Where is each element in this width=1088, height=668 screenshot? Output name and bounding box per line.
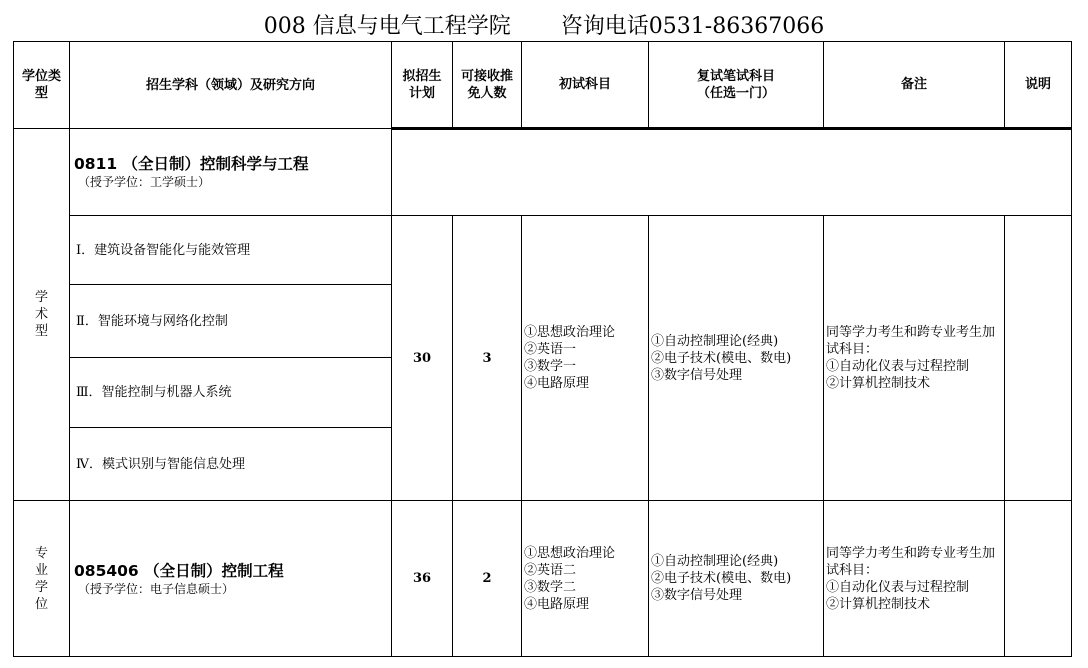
direction-3: Ⅲ．智能控制与机器人系统 [70, 358, 392, 428]
exam-item: ①思想政治理论 [524, 325, 616, 340]
type-char: 学 [34, 290, 48, 305]
header-initial-exam: 初试科目 [522, 42, 649, 129]
header-remarks: 备注 [824, 42, 1005, 129]
type-char: 业 [34, 562, 48, 578]
remark-item: 同等学力考生和跨专业考生加试科目： [826, 325, 996, 357]
page-title [0, 12, 1088, 42]
retest-item: ①自动控制理论(经典) [651, 333, 779, 349]
header-explanation: 说明 [1005, 42, 1072, 129]
professional-major-name: 085406 （全日制）控制工程 [74, 561, 284, 580]
header-plan: 拟招生计划 [392, 42, 453, 129]
direction-row [14, 216, 1072, 285]
type-char: 型 [34, 324, 48, 339]
header-exempt: 可接收推免人数 [453, 42, 522, 129]
academic-major-degree: （授予学位：工学硕士） [78, 175, 211, 189]
direction-4: Ⅳ．模式识别与智能信息处理 [70, 428, 392, 501]
academic-major-blank [392, 129, 1072, 216]
retest-item: ②电子技术(模电、数电) [651, 571, 792, 586]
retest-item: ①自动控制理论(经典) [651, 554, 779, 569]
college-name: 008 信息与电气工程学院 [263, 14, 511, 39]
exam-item: ①思想政治理论 [524, 545, 616, 561]
academic-explanation [1005, 216, 1072, 501]
direction-1: Ⅰ．建筑设备智能化与能效管理 [70, 216, 392, 285]
professional-major-cell [70, 501, 392, 657]
academic-major-name: 0811 （全日制）控制科学与工程 [74, 155, 309, 173]
exam-item: ②英语二 [524, 562, 577, 578]
header-row [14, 42, 1072, 129]
professional-initial-exam [522, 501, 649, 657]
academic-remarks [824, 216, 1005, 501]
academic-retest [649, 216, 824, 501]
type-char: 位 [34, 596, 48, 612]
contact-phone: 咨询电话0531-86367066 [560, 14, 825, 39]
professional-exempt: 2 [453, 501, 522, 657]
remark-item: 同等学力考生和跨专业考生加试科目： [826, 545, 996, 578]
header-discipline: 招生学科（领域）及研究方向 [70, 42, 392, 129]
remark-item: ②计算机控制技术 [826, 596, 931, 612]
remark-item: ①自动化仪表与过程控制 [826, 579, 970, 595]
exam-item: ③数学一 [524, 359, 577, 374]
professional-explanation [1005, 501, 1072, 657]
professional-plan: 36 [392, 501, 453, 657]
exam-item: ④电路原理 [524, 596, 590, 612]
remark-item: ①自动化仪表与过程控制 [826, 359, 970, 374]
type-char: 专 [34, 545, 48, 561]
academic-major-cell [70, 129, 392, 216]
professional-retest [649, 501, 824, 657]
academic-initial-exam [522, 216, 649, 501]
direction-2: Ⅱ．智能环境与网络化控制 [70, 285, 392, 358]
professional-type-cell [14, 501, 70, 657]
header-degree-type: 学位类型 [14, 42, 70, 129]
retest-item: ③数字信号处理 [651, 588, 743, 603]
retest-item: ③数字信号处理 [651, 367, 743, 383]
type-char: 术 [34, 307, 48, 322]
academic-type-cell [14, 129, 70, 501]
type-char: 学 [34, 579, 48, 595]
exam-item: ④电路原理 [524, 376, 590, 391]
remark-item: ②计算机控制技术 [826, 376, 931, 391]
professional-remarks [824, 501, 1005, 657]
academic-major-row [14, 129, 1072, 216]
academic-exempt: 3 [453, 216, 522, 501]
header-retest: 复试笔试科目（任选一门） [649, 42, 824, 129]
exam-item: ③数学二 [524, 579, 577, 595]
professional-row [14, 501, 1072, 657]
academic-plan: 30 [392, 216, 453, 501]
retest-item: ②电子技术(模电、数电) [651, 350, 792, 366]
admissions-table [13, 41, 1072, 657]
exam-item: ②英语一 [524, 342, 577, 357]
professional-major-degree: （授予学位：电子信息硕士） [78, 581, 235, 596]
